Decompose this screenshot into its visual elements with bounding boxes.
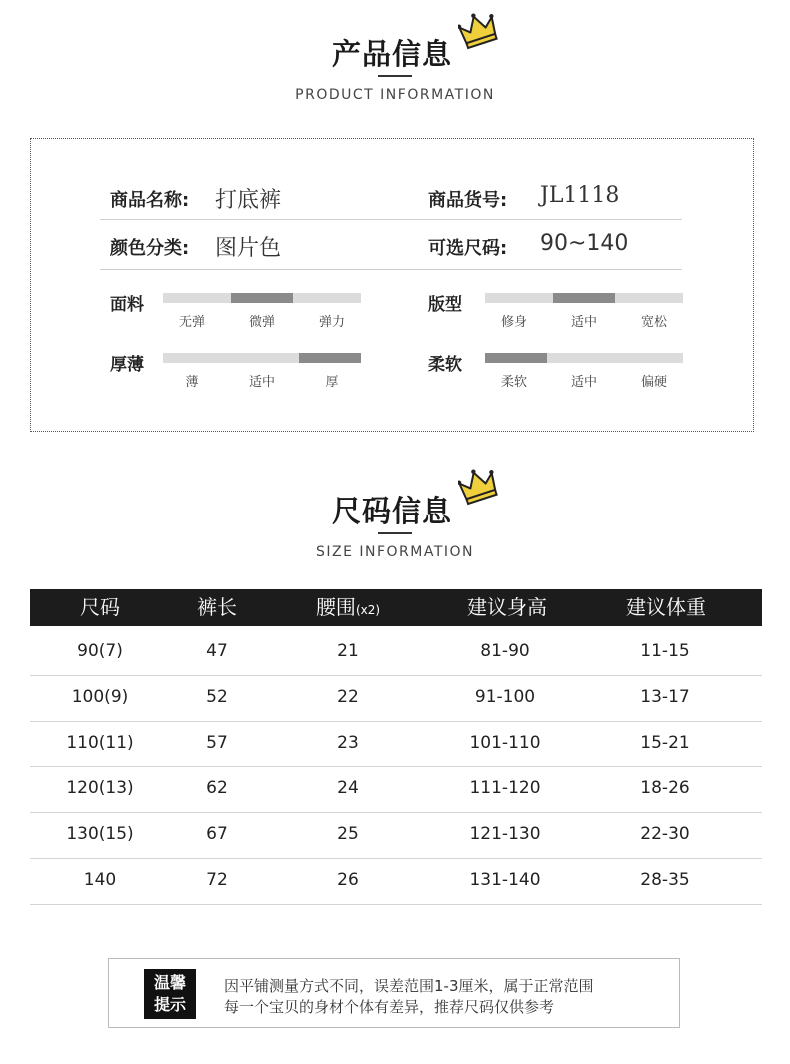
scale-indicator — [553, 293, 615, 303]
scale-tick: 薄 — [185, 375, 199, 390]
table-cell: 101-110 — [469, 732, 541, 753]
table-cell: 140 — [83, 870, 117, 890]
table-cell: 28-35 — [640, 870, 690, 890]
table-cell: 52 — [206, 686, 228, 707]
scale-bar-fit — [485, 293, 683, 303]
divider — [100, 269, 682, 270]
scale-tick: 适中 — [248, 375, 275, 390]
row-divider — [30, 812, 762, 813]
scale-tick: 弹力 — [318, 315, 345, 330]
table-cell: 26 — [337, 870, 359, 890]
color-label: 颜色分类: — [110, 238, 190, 259]
table-cell: 130(15) — [66, 824, 134, 845]
sku-label: 商品货号: — [428, 190, 508, 211]
scale-name-thickness: 厚薄 — [110, 355, 144, 375]
size-label: 可选尺码: — [428, 238, 508, 259]
tip-badge — [144, 969, 196, 1019]
scale-tick: 适中 — [570, 315, 597, 330]
header-length: 裤长 — [197, 595, 237, 619]
table-cell: 24 — [337, 778, 359, 799]
table-cell: 100(9) — [71, 686, 129, 707]
table-cell: 57 — [206, 732, 228, 753]
scale-bar-fabric — [163, 293, 361, 303]
table-cell: 90(7) — [77, 641, 123, 661]
table-cell: 15-21 — [640, 732, 690, 753]
table-cell: 121-130 — [469, 824, 541, 845]
scale-tick: 适中 — [570, 375, 597, 390]
size-value: 90~140 — [540, 231, 629, 256]
scale-name-softness: 柔软 — [428, 355, 462, 375]
table-cell: 81-90 — [480, 641, 530, 661]
product-info-title: 产品信息 — [332, 37, 453, 71]
title-underline — [378, 532, 412, 534]
table-cell: 23 — [337, 732, 359, 753]
scale-tick: 修身 — [500, 315, 527, 330]
table-cell: 22-30 — [640, 824, 690, 845]
row-divider — [30, 904, 762, 905]
table-cell: 18-26 — [640, 778, 690, 799]
scale-indicator — [231, 293, 293, 303]
header-weight: 建议体重 — [626, 595, 706, 619]
scale-tick: 偏硬 — [640, 375, 667, 390]
scale-name-fit: 版型 — [428, 295, 462, 315]
divider — [100, 219, 682, 220]
size-info-subtitle: SIZE INFORMATION — [315, 544, 475, 560]
table-cell: 120(13) — [66, 778, 134, 799]
size-table-header — [30, 589, 762, 626]
crown-icon — [458, 10, 498, 50]
scale-tick: 无弹 — [178, 315, 205, 330]
tip-badge-line: 提示 — [153, 995, 186, 1014]
name-value: 打底裤 — [215, 188, 282, 213]
scale-tick: 柔软 — [500, 375, 527, 390]
product-info-subtitle: PRODUCT INFORMATION — [295, 87, 495, 103]
crown-icon — [458, 466, 498, 506]
table-cell: 111-120 — [469, 778, 541, 799]
table-cell: 72 — [206, 870, 228, 890]
table-cell: 25 — [337, 824, 359, 845]
table-cell: 131-140 — [469, 870, 541, 890]
row-divider — [30, 858, 762, 859]
scale-indicator — [485, 353, 547, 363]
scale-name-fabric: 面料 — [110, 295, 144, 315]
scale-tick: 厚 — [325, 375, 339, 390]
header-height: 建议身高 — [467, 595, 547, 619]
tip-badge-line: 温馨 — [153, 973, 186, 992]
header-waist: 腰围(x2) — [315, 595, 381, 619]
header-size: 尺码 — [80, 595, 120, 619]
table-cell: 110(11) — [66, 732, 134, 753]
table-cell: 11-15 — [640, 641, 690, 661]
tip-line-1: 因平铺测量方式不同，误差范围1-3厘米，属于正常范围 — [224, 977, 594, 995]
scale-bar-thickness — [163, 353, 361, 363]
color-value: 图片色 — [215, 236, 282, 261]
scale-tick: 宽松 — [640, 315, 667, 330]
table-cell: 21 — [337, 641, 359, 661]
name-label: 商品名称: — [110, 190, 190, 211]
scale-bar-softness — [485, 353, 683, 363]
row-divider — [30, 675, 762, 676]
tip-line-2: 每一个宝贝的身材个体有差异，推荐尺码仅供参考 — [224, 998, 555, 1016]
scale-tick: 微弹 — [248, 315, 275, 330]
table-cell: 67 — [206, 824, 228, 845]
row-divider — [30, 766, 762, 767]
sku-value: JL1118 — [540, 183, 620, 208]
table-cell: 13-17 — [640, 686, 690, 707]
row-divider — [30, 721, 762, 722]
scale-indicator — [299, 353, 361, 363]
table-cell: 22 — [337, 686, 359, 707]
size-info-title: 尺码信息 — [332, 494, 453, 528]
table-cell: 91-100 — [474, 686, 536, 707]
table-cell: 62 — [206, 778, 228, 799]
table-cell: 47 — [206, 641, 228, 661]
title-underline — [378, 75, 412, 77]
